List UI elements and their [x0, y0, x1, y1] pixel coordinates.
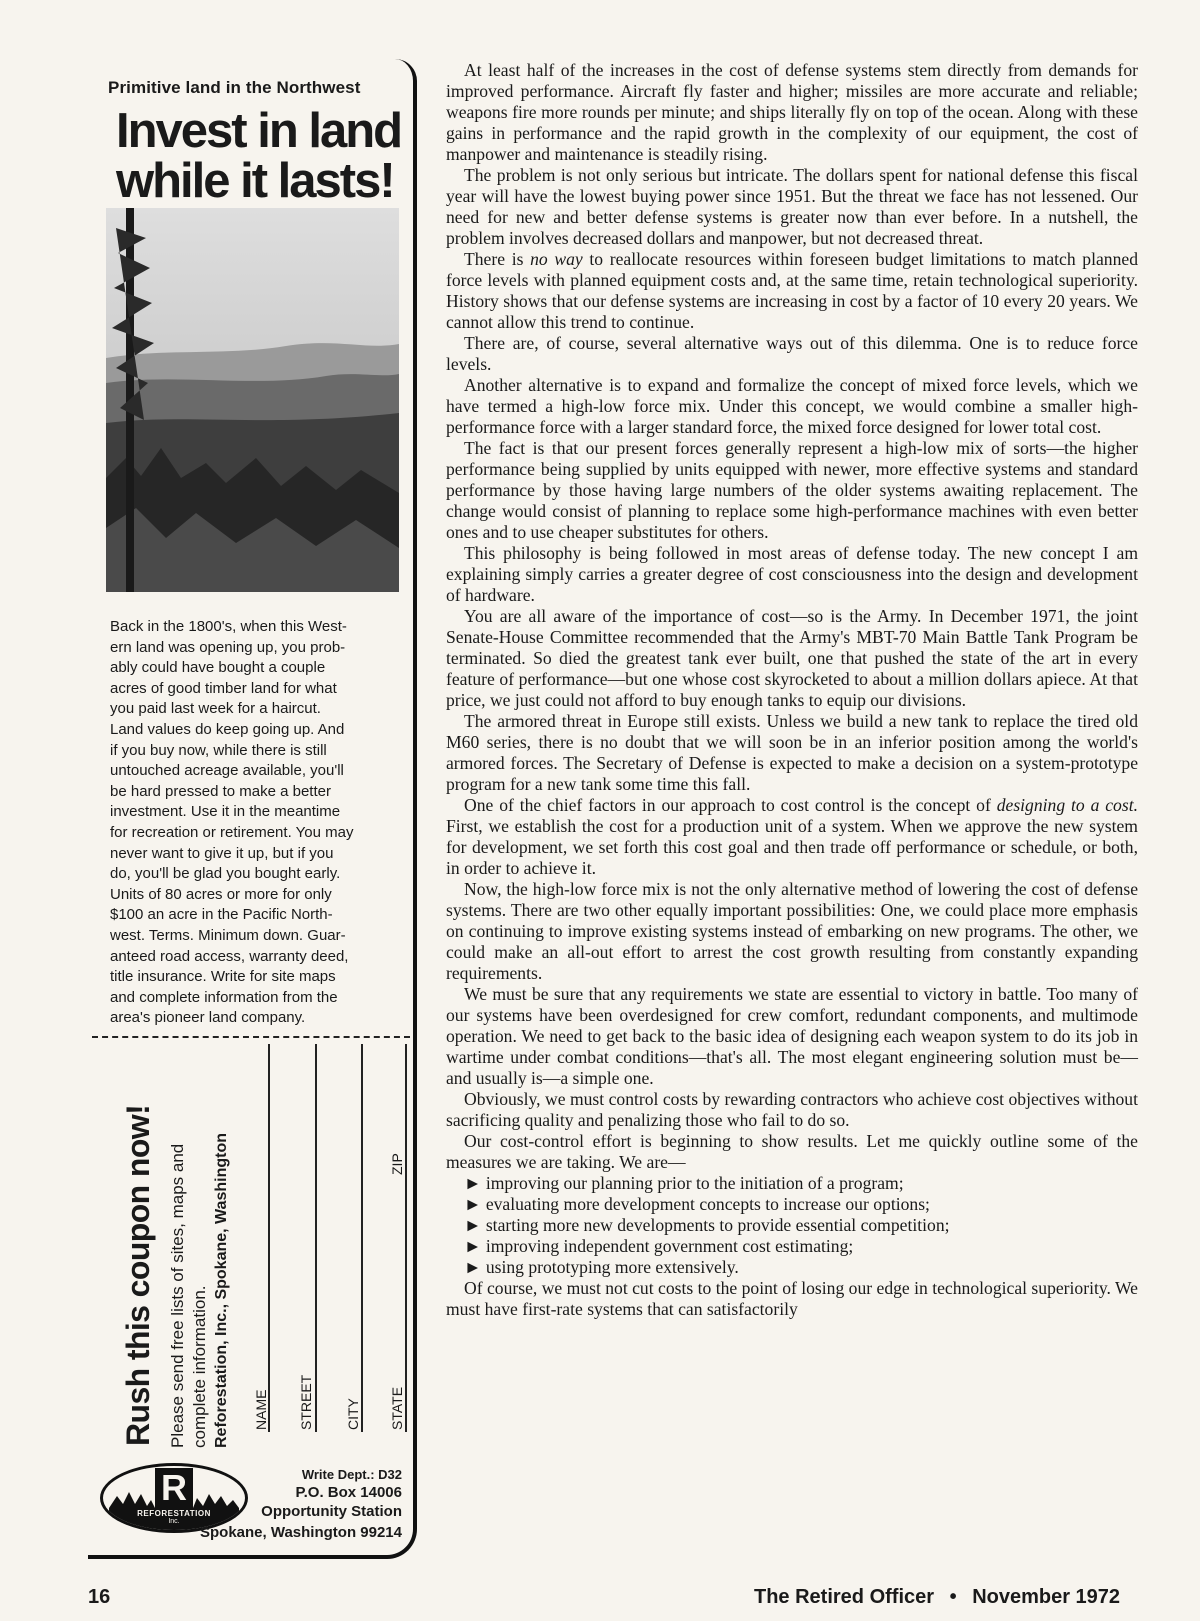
article-paragraph — [446, 249, 1138, 333]
list-item — [446, 1215, 1138, 1236]
triangle-bullet-icon: ► — [464, 1257, 482, 1277]
article-paragraph: Our cost-control effort is beginning to show results. Let me quickly outline some of the measures we are taking. We are— — [446, 1131, 1138, 1172]
article-paragraph: Of course, we must not cut costs to the point of losing our edge in technological superiority. We must have first-rate systems that can satisfactorily — [446, 1278, 1138, 1319]
p3-after: to reallocate resources within foreseen budget limitations to match planned force levels with planned equipment costs and, at the same time, retain technological superiority. History shows that our defense systems are increasing in cost by a factor of 10 every 20 years. We cannot allow this trend to continue. — [446, 249, 1138, 332]
list-item — [446, 1194, 1138, 1215]
triangle-bullet-icon: ► — [464, 1215, 482, 1235]
ad-headline — [116, 106, 406, 206]
ad-body-line: Back in the 1800's, when this West- — [110, 618, 347, 635]
list-item-text: starting more new developments to provide essential competition; — [485, 1215, 950, 1235]
article-paragraph — [446, 795, 1138, 879]
ad-body-line: investment. Use it in the meantime — [110, 803, 341, 821]
logo-wordmark: REFORESTATION — [137, 1509, 211, 1518]
city-field-label: CITY — [345, 1398, 361, 1430]
article-paragraph: The fact is that our present forces generally represent a high-low mix of sorts—the higher performance being supplied by units equipped with newer, more effective systems and standard performance by those having large numbers of the older systems awaiting replacement. The change would consist of planning to replace some high-performance machines with even better ones and to use cheaper substitutes for others. — [446, 438, 1138, 542]
coupon-request-line-2: complete information. — [190, 1285, 209, 1448]
p10-after: First, we establish the cost for a production unit of a system. When we approve the new system for development, we set forth this cost goal and then trade off performance or schedule, or both, in order to achieve it. — [446, 816, 1138, 878]
article-paragraph: We must be sure that any requirements we state are essential to victory in battle. Too many of our systems have been overdesigned for crew comfort, redundant components, and multimode operation. We need to get back to the basic idea of designing each weapon system to do its job in wartime under combat conditions—that's all. The most elegant engineering solution must be—and usually is—a simple one. — [446, 984, 1138, 1088]
coupon-cut-line — [92, 1036, 410, 1038]
list-item — [446, 1236, 1138, 1257]
ad-body-line: untouched acreage available, you'll — [110, 762, 344, 780]
ad-body-line: if you buy now, while there is still — [110, 741, 327, 759]
publication-name: The Retired Officer — [754, 1586, 935, 1608]
logo-inc: Inc. — [168, 1518, 180, 1525]
ad-body-line: $100 an acre in the Pacific North- — [110, 906, 333, 924]
ad-body-line: ably could have bought a couple — [110, 659, 326, 677]
page-number: 16 — [88, 1586, 111, 1608]
p3-emphasis: no way — [530, 249, 583, 269]
forest-photo-drawing — [106, 208, 399, 592]
ad-body-line: acres of good timber land for what — [110, 679, 337, 697]
forest-landscape-photo — [106, 208, 399, 592]
list-item-text: evaluating more development concepts to increase our options; — [485, 1194, 930, 1214]
ad-body-line: be hard pressed to make a better — [110, 782, 331, 800]
ad-body-line: Land values do keep going up. And — [110, 720, 345, 738]
state-field-label: STATE — [389, 1386, 405, 1430]
ad-body-line: ern land was opening up, you prob- — [110, 638, 346, 656]
measures-list — [446, 1173, 1138, 1278]
coupon-request-line-1: Please send free lists of sites, maps and — [168, 1143, 187, 1448]
list-item-text: using prototyping more extensively. — [485, 1257, 739, 1277]
p10-emphasis: designing to a cost. — [996, 795, 1138, 815]
address-dept: Write Dept.: D32 — [301, 1467, 402, 1482]
coupon-field-divider — [315, 1044, 317, 1432]
list-item-text: improving independent government cost estimating; — [485, 1236, 854, 1256]
p3-before: There is — [464, 249, 531, 269]
article-paragraph: At least half of the increases in the cost of defense systems stem directly from demands for improved performance. Aircraft fly faster and higher; missiles are more accurate and reliable; weapons fire more rounds per minute; and ships literally fly on top of the ocean. Along with these gains in performance and the rapid growth in the complexity of our equipment, the cost of manpower and maintenance is steadily rising. — [446, 60, 1138, 164]
triangle-bullet-icon: ► — [464, 1236, 482, 1256]
ad-headline-line-2: while it lasts! — [116, 154, 394, 208]
ad-body-line: and complete information from the — [110, 988, 338, 1006]
article-paragraph: The problem is not only serious but intricate. The dollars spent for national defense this fiscal year will have the lowest buying power since 1951. But the threat we face has not lessened. Our need for new and better defense systems is greater now than ever before. In a nutshell, the problem involves decreased dollars and manpower, but not decreased threat. — [446, 165, 1138, 248]
article-paragraph: You are all aware of the importance of cost—so is the Army. In December 1971, the joint Senate-House Committee recommended that the Army's MBT-70 Main Battle Tank Program be terminated. So died the greatest tank ever built, one that pushed the state of the art in every feature of performance—but one whose cost skyrocketed to about a million dollars apiece. At that price, we just could not afford to buy enough tanks to equip our divisions. — [446, 606, 1138, 710]
logo-letter: R — [155, 1468, 193, 1508]
ad-kicker: Primitive land in the Northwest — [108, 78, 361, 97]
street-field-label: STREET — [298, 1374, 314, 1430]
ad-body-line: anteed road access, warranty deed, — [110, 947, 349, 965]
coupon-field-divider — [361, 1044, 363, 1432]
name-field-label: NAME — [253, 1389, 269, 1430]
ad-headline-line-1: Invest in land — [116, 104, 402, 158]
running-footer — [754, 1586, 1120, 1609]
footer-separator: • — [949, 1586, 957, 1608]
ad-body-line: you paid last week for a haircut. — [110, 700, 321, 718]
list-item — [446, 1173, 1138, 1194]
address-station: Opportunity Station — [261, 1503, 402, 1520]
list-item — [446, 1257, 1138, 1278]
coupon-title: Rush this coupon now! — [120, 1104, 156, 1446]
article-paragraph: This philosophy is being followed in most areas of defense today. The new concept I am explaining simply carries a greater degree of cost consciousness into the design and development of hardware. — [446, 543, 1138, 605]
article-paragraph: There are, of course, several alternative ways out of this dilemma. One is to reduce force levels. — [446, 333, 1138, 374]
ad-body-line: area's pioneer land company. — [110, 1009, 306, 1027]
article-paragraph: The armored threat in Europe still exists. Unless we build a new tank to replace the tired old M60 series, there is no doubt that we will soon be in an inferior position among the world's armored forces. The Secretary of Defense is expected to make a decision on a system-prototype program for a new tank some time this fall. — [446, 711, 1138, 794]
triangle-bullet-icon: ► — [464, 1194, 482, 1214]
article-column — [446, 60, 1138, 1320]
article-paragraph: Now, the high-low force mix is not the only alternative method of lowering the cost of defense systems. There are two other equally important possibilities: One, we could place more emphasis on continuing to improve existing systems instead of embarking on new programs. The other, we could make an all-out effort to arrest the cost growth resulting from constantly expanding requirements. — [446, 879, 1138, 983]
mailing-address — [170, 1466, 402, 1545]
article-paragraph: Another alternative is to expand and formalize the concept of mixed force levels, which we have termed a high-low force mix. Under this concept, we would combine a smaller high-performance force with a larger standard force, the mixed force designed for lower total cost. — [446, 375, 1138, 437]
ad-body-line: do, you'll be glad you bought early. — [110, 865, 341, 883]
ad-body-line: for recreation or retirement. You may — [110, 823, 354, 841]
coupon-field-divider — [405, 1044, 407, 1432]
issue-date: November 1972 — [972, 1586, 1121, 1608]
article-paragraph: Obviously, we must control costs by rewarding contractors who achieve cost objectives without sacrificing quality and penalizing those who fail to do so. — [446, 1089, 1138, 1130]
ad-body-line: title insurance. Write for site maps — [110, 968, 336, 986]
ad-body-text — [110, 617, 396, 1029]
zip-field-label: ZIP — [389, 1153, 405, 1175]
coupon-company: Reforestation, Inc., Spokane, Washington — [213, 1133, 230, 1448]
address-box: P.O. Box 14006 — [295, 1484, 402, 1501]
triangle-bullet-icon: ► — [464, 1173, 482, 1193]
ad-body-line: Units of 80 acres or more for only — [110, 885, 332, 903]
list-item-text: improving our planning prior to the initiation of a program; — [485, 1173, 904, 1193]
ad-body-line: never want to give it up, but if you — [110, 844, 334, 862]
address-city: Spokane, Washington 99214 — [200, 1524, 402, 1541]
ad-body-line: west. Terms. Minimum down. Guar- — [110, 926, 346, 944]
p10-before: One of the chief factors in our approach to cost control is the concept of — [464, 795, 997, 815]
coupon-field-divider — [268, 1044, 270, 1432]
